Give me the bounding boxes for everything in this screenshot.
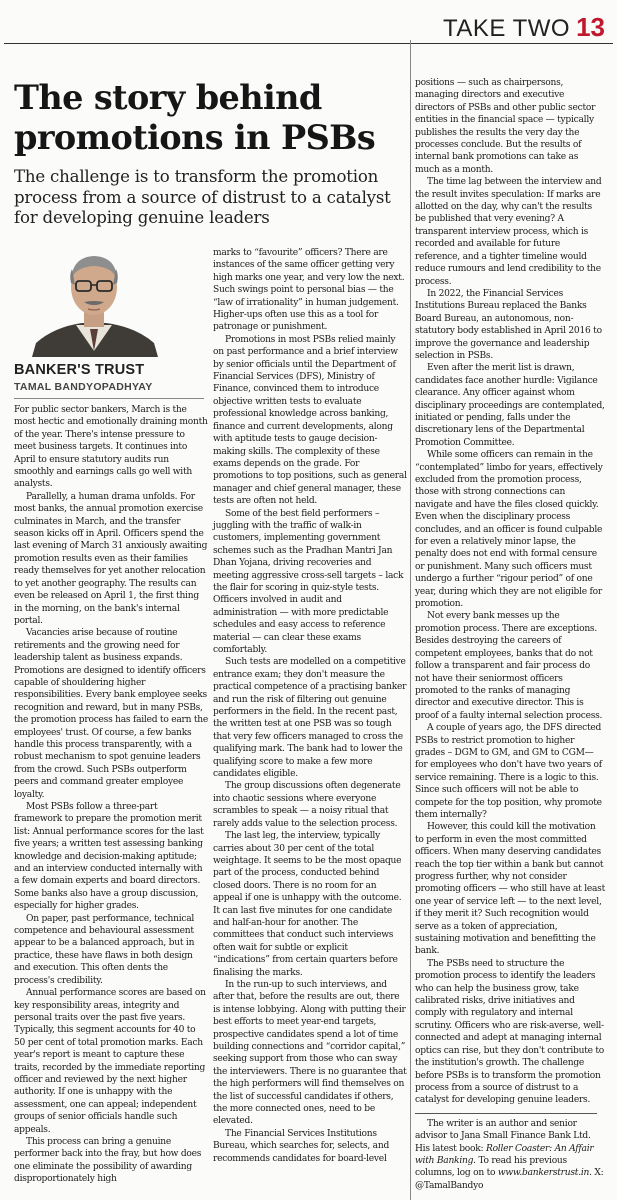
section-title: TAKE TWO [442, 15, 571, 42]
body-paragraph: The PSBs need to structure the promotion process to identify the leaders who can help the business grow, take calibrated risks, drive initiatives and comply with regulatory and internal scrutiny. Officers who are risk-averse, well-connected and adept at managing internal optics can rise, but they don't contribute to the institution's growth. The challenge before PSBs is to transform the promotion process from a source of distrust to a catalyst for developing genuine leaders. [415, 958, 605, 1106]
author-portrait-illustration [14, 247, 204, 357]
headline: The story behind promotions in PSBs [14, 78, 376, 157]
body-paragraph: The group discussions often degenerate into chaotic sessions where everyone scrambles to speak — a noisy ritual that rarely adds value to the selection process. [213, 781, 401, 829]
body-paragraph: The Financial Services Institutions Bureau, which searches for, selects, and recommends candidates for board-level [213, 1128, 390, 1164]
column-divider [410, 40, 411, 1200]
deck: The challenge is to transform the promotion process from a source of distrust to a catalyst for developing genuine leaders [14, 167, 391, 228]
byline-rule [14, 398, 204, 399]
body-column-2 [213, 247, 407, 1165]
body-paragraph: However, this could kill the motivation to perform in even the most committed officers. When many deserving candidates reach the top tier within a bank but cannot progress further, why not consider promoting officers — who still have at least one year of service left — to the next level, if they merit it? Such recognition would serve as a token of appreciation, sustaining motivation and benefitting the bank. [415, 822, 605, 957]
body-paragraph: Parallelly, a human drama unfolds. For most banks, the annual promotion exercise culminates in March, and the transfer season kicks off in April. Officers spend the last evening of March 31 anxiously awaiting promotion results even as their families ready themselves for yet another relocation to yet another geography. The results can even be released on April 1, the first thing in the morning, on the bank's internal portal. [14, 491, 208, 626]
bio-social-handle: . X: @TamalBandyo [415, 1168, 604, 1191]
body-paragraph: positions — such as chairpersons, managing directors and executive directors of PSBs and other public sector entities in the financial space — typically publishes the results the very day the processes conclude. But the results of internal bank promotions can take as much as a month. [415, 78, 596, 175]
body-paragraph: Annual performance scores are based on key responsibility areas, integrity and personal traits over the past five years. Typically, this segment accounts for 40 to 50 per cent of total promotion marks. Each year's report is meant to capture these traits, recorded by the immediate reporting officer and reviewed by the next higher authority. If one is unhappy with the assessment, one can appeal; independent groups of senior officials handle such appeals. [14, 988, 206, 1135]
body-paragraph: Most PSBs follow a three-part framework to prepare the promotion merit list: Annual performance scores for the last five years; a written test assessing banking knowledge and decision-making aptitude; and an interview conducted internally with a few domain experts and board directors. Some banks also have a group discussion, especially for higher grades. [14, 802, 204, 912]
body-paragraph: A couple of years ago, the DFS directed PSBs to restrict promotion to higher grades – DGM to GM, and GM to CGM— for employees who don't have two years of service remaining. There is a logic to this. Since such officers will not be able to compete for the top position, why promote them internally? [415, 723, 602, 820]
bio-website: www.bankerstrust.in [497, 1168, 590, 1179]
body-paragraph: Some of the best field performers – juggling with the traffic of walk-in customers, implementing government schemes such as the Pradhan Mantri Jan Dhan Yojana, driving recoveries and meeting aggressive cross-sell targets – lack the flair for scoring in quiz-style tests. Officers involved in audit and administration — with more predictable schedules and easy access to reference material — can clear these exams comfortably. [213, 508, 404, 655]
body-paragraph: Even after the merit list is drawn, candidates face another hurdle: Vigilance clearance. Any officer against whom disciplinary proceedings are contemplated, initiated or pending, falls under the discretionary lens of the Departmental Promotion Committee. [415, 363, 605, 448]
body-paragraph: marks to “favourite” officers? There are instances of the same officer getting very high marks one year, and very low the next. Such swings point to personal bias — the “law of irrationality” in human judgement. Higher-ups often use this as a tool for patronage or punishment. [213, 248, 405, 333]
body-column-1 [14, 404, 208, 1186]
bio-mid: . To read his previous columns, log on to [415, 1155, 567, 1179]
body-paragraph: Not every bank messes up the promotion process. There are exceptions. Besides destroying the careers of competent employees, banks that do not follow a transparent and fair process do not have their seniormost officers promoted to the ranks of managing director and executive director. This is proof of a faulty internal selection process. [415, 611, 603, 721]
body-paragraph: For public sector bankers, March is the most hectic and emotionally draining month of the year. There's intense pressure to meet business targets. It continues into April to ensure statutory audits run smoothly and earnings calls go well with analysts. [14, 405, 208, 490]
column-label: BANKER'S TRUST [14, 362, 145, 378]
bio-lead: The writer is an author and senior advisor to Jana Small Finance Bank Ltd. His latest book: [415, 1118, 591, 1154]
body-paragraph: The time lag between the interview and the result invites speculation: If marks are allotted on the day, why can't the results be published that very evening? A transparent interview process, which is recorded and available for future reference, and a tighter timeline would reduce rumours and lend credibility to the process. [415, 177, 602, 287]
bio-book-title: Roller Coaster: An Affair with Banking [415, 1143, 594, 1166]
author-bio [415, 1118, 605, 1192]
body-column-3 [415, 77, 605, 1192]
body-paragraph: The last leg, the interview, typically carries about 30 per cent of the total weightage. It seems to be the most opaque part of the process, conducted behind closed doors. There is no room for an appeal if one is unhappy with the outcome. It can last five minutes for one candidate and half-an-hour for another. The committees that conduct such interviews often wait for subtle or explicit “indications” from certain quarters before finalising the marks. [213, 831, 402, 978]
byline: TAMAL BANDYOPADHYAY [14, 381, 153, 393]
body-paragraph: In 2022, the Financial Services Institutions Bureau replaced the Banks Board Bureau, an autonomous, non-statutory body established in April 2016 to improve the governance and leadership selection in PSBs. [415, 288, 602, 361]
body-paragraph: On paper, past performance, technical competence and behavioural assessment appear to be a balanced approach, but in practice, these have flaws in both design and execution. This often dents the process's credibility. [14, 913, 195, 986]
body-paragraph: Vacancies arise because of routine retirements and the growing need for leadership talent as business expands. Promotions are designed to identify officers capable of shouldering higher responsibilities. Every bank employee seeks recognition and reward, but in many PSBs, the promotion process has failed to earn the employees' trust. Of course, a few banks handle this process transparently, with a robust mechanism to spot genuine leaders from the crowd. Such PSBs outperform peers and command greater employee loyalty. [14, 628, 208, 800]
body-paragraph: This process can bring a genuine performer back into the fray, but how does one eliminate the possibility of awarding disproportionately high [14, 1136, 202, 1185]
body-paragraph: In the run-up to such interviews, and after that, before the results are out, there is intense lobbying. Along with putting their best efforts to meet year-end targets, prospective candidates spend a lot of time building connections and “corridor capital,” seeking support from those who can sway the interviewers. There is no guarantee that the high performers will find themselves on the list of successful candidates if others, the more connected ones, need to be elevated. [213, 979, 407, 1127]
masthead-rule [4, 43, 613, 44]
author-photo [14, 247, 204, 357]
body-paragraph: Promotions in most PSBs relied mainly on past performance and a brief interview by senior officials until the Department of Financial Services (DFS), Ministry of Finance, convinced them to introduce objective written tests to evaluate professional knowledge across banking, finance and current developments, along with aptitude tests to gauge decision-making skills. The complexity of these exams depends on the grade. For promotions to top positions, such as general manager and chief general manager, these tests are often not held. [213, 334, 407, 507]
masthead [443, 12, 605, 43]
body-paragraph: Such tests are modelled on a competitive entrance exam; they don't measure the practical competence of a practising banker and run the risk of filtering out genuine performers in the field. In the recent past, the written test at one PSB was so tough that very few officers managed to cross the qualifying mark. The bank had to lower the qualifying score to make a few more candidates eligible. [213, 657, 407, 780]
bio-rule [415, 1113, 597, 1114]
body-paragraph: While some officers can remain in the “contemplated” limbo for years, effectively excluded from the promotion process, those with strong connections can navigate and have the files closed quickly. Even when the disciplinary process concludes, and an officer is found culpable for even a relatively minor lapse, the penalty does not end with formal censure or punishment. Many such officers must undergo a further “rigour period” of one year, during which they are not eligible for promotion. [415, 450, 603, 610]
page-number: 13 [576, 12, 605, 42]
